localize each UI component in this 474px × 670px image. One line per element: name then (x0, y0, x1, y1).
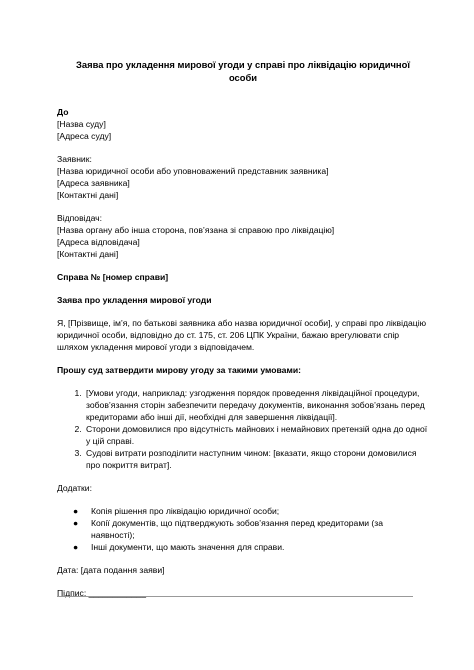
respondent-name: [Назва органу або інша сторона, пов’язана зі справою про ліквідацію] (57, 225, 335, 235)
applicant-name: [Назва юридичної особи або уповноважений представник заявника] (57, 166, 329, 176)
applicant-block (57, 153, 429, 201)
request-heading: Прошу суд затвердити мирову угоду за такими умовами: (57, 365, 301, 375)
case-number: Справа № [номер справи] (57, 272, 169, 282)
attachment-item: ● Копія рішення про ліквідацію юридичної особи; (73, 506, 280, 516)
attachment-item: ● Інші документи, що мають значення для справи. (73, 542, 285, 552)
bottom-divider (57, 596, 413, 597)
bullet-icon: ● (73, 518, 79, 528)
respondent-contacts: [Контактні дані] (57, 249, 119, 259)
court-address: [Адреса суду] (57, 131, 112, 141)
bullet-icon: ● (73, 542, 79, 552)
attachments-list (57, 505, 429, 553)
date-line: Дата: [дата подання заяви] (57, 565, 165, 575)
applicant-heading: Заявник: (57, 154, 92, 164)
attachments-heading: Додатки: (57, 483, 92, 493)
body-paragraph: Я, [Прізвище, ім’я, по батькові заявника або назва юридичної особи], у справі про ліквідацію юридичної особи, відповідно до ст. 175, ст. 206 ЦПК України, бажаю врегулювати спір шляхом укладення мирової угоди з відповідачем. (57, 318, 427, 352)
signature-line: Підпис: ____________ (57, 588, 146, 598)
court-block (57, 106, 429, 142)
court-heading: До (57, 107, 69, 117)
applicant-contacts: [Контактні дані] (57, 190, 119, 200)
subject-heading: Заява про укладення мирової угоди (57, 295, 212, 305)
conditions-list (57, 387, 429, 471)
document-title: Заява про укладення мирової угоди у справі про ліквідацію юридичної особи (76, 59, 410, 83)
condition-item: 2. Сторони домовилися про відсутність майнових і немайнових претензій одна до одної у цій справі. (84, 423, 429, 447)
bullet-icon: ● (73, 506, 79, 516)
respondent-block (57, 212, 429, 260)
document-body (57, 58, 429, 599)
respondent-address: [Адреса відповідача] (57, 237, 140, 247)
applicant-address: [Адреса заявника] (57, 178, 130, 188)
respondent-heading: Відповідач: (57, 213, 103, 223)
condition-item: 3. Судові витрати розподілити наступним чином: [вказати, якщо сторони домовилися про покриття витрат]. (84, 447, 429, 471)
court-name: [Назва суду] (57, 119, 106, 129)
condition-item: 1. [Умови угоди, наприклад: узгодження порядок проведення ліквідаційної процедури, зобов’язання сторін забезпечити передачу документів, виконання зобов’язань перед кредиторами або інші дії, необхідні для завершення ліквідації]. (84, 387, 429, 423)
attachment-item: ● Копії документів, що підтверджують зобов’язання перед кредиторами (за наявності); (73, 518, 384, 540)
